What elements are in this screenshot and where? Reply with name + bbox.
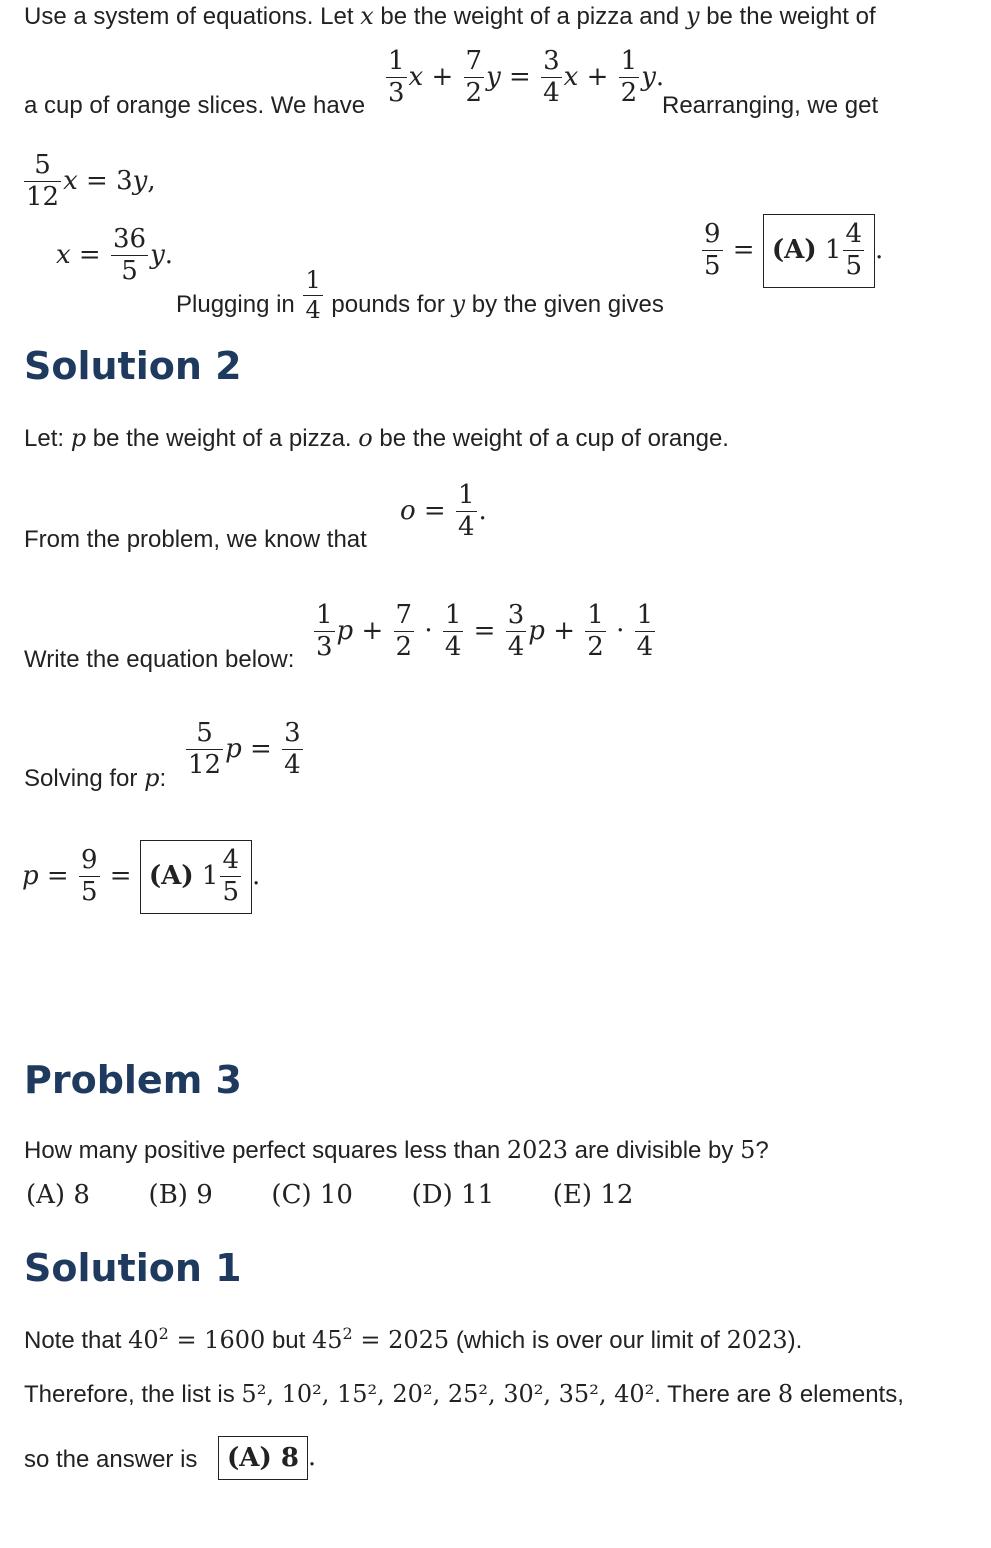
answer-2: p = $\frac{9}{5}$ = (A) 1 $\frac{4}{5}$ . xyxy=(22,840,260,914)
rearranging-text: Rearranging, we get xyxy=(662,92,879,119)
intro-line-2: a cup of orange slices. We have xyxy=(24,92,366,119)
know-line: From the problem, we know that xyxy=(24,526,367,553)
final-answer-box: (A) 8 xyxy=(218,1436,308,1480)
choice-e: (E) 12 xyxy=(552,1180,634,1210)
heading-problem-3: Problem 3 xyxy=(24,1058,242,1102)
write-line: Write the equation below: xyxy=(24,646,295,673)
problem-question: How many positive perfect squares less than 2023 are divisible by 5? xyxy=(24,1136,769,1164)
boxed-answer-2: (A) 1 $\frac{4}{5}$ xyxy=(140,840,252,914)
equation-main: $\frac{1}{3}$ x + $\frac{7}{2}$ y = $\frac{3}{4}$ x + $\frac{1}{2}$ y. xyxy=(388,46,665,109)
equation-p: $\frac{1}{3}$ p + $\frac{7}{2}$ · $\frac{1}{4}$ = $\frac{3}{4}$ p + $\frac{1}{2}$ · $\frac{1}{4}$ xyxy=(316,600,654,663)
heading-solution-1: Solution 1 xyxy=(24,1246,242,1290)
choice-d: (D) 11 xyxy=(411,1180,495,1210)
let-line: Let: p be the weight of a pizza. o be the weight of a cup of orange. xyxy=(24,424,729,452)
choice-c: (C) 10 xyxy=(271,1180,353,1210)
equation-rearranged: $\frac{5}{12}$ x = 3y, xyxy=(26,150,156,213)
note-line: Note that $40^2 = 1600$ but $45^2 = 2025$ (which is over our limit of 2023). xyxy=(24,1324,803,1354)
choice-b: (B) 9 xyxy=(148,1180,213,1210)
solving-line: Solving for p: xyxy=(24,764,167,792)
equation-solve: $\frac{5}{12}$ p = $\frac{3}{4}$ xyxy=(188,718,301,781)
list-line: Therefore, the list is 5², 10², 15², 20², 25², 30², 35², 40². There are 8 elements, xyxy=(24,1380,904,1408)
answer-1: $\frac{9}{5}$ = (A) 1 $\frac{4}{5}$ . xyxy=(700,214,883,288)
intro-line-1: Use a system of equations. Let x be the weight of a pizza and y be the weight of xyxy=(24,2,876,30)
plugging-line: Plugging in $\frac{1}{4}$ pounds for y by the given gives xyxy=(176,266,664,325)
choice-a: (A) 8 xyxy=(26,1180,90,1210)
so-line: so the answer is xyxy=(24,1446,198,1473)
answer-choices xyxy=(26,1180,685,1210)
equation-x: x = $\frac{36}{5}$ y. xyxy=(56,224,174,287)
equation-o: o = $\frac{1}{4}$ . xyxy=(400,480,487,543)
heading-solution-2: Solution 2 xyxy=(24,344,242,388)
boxed-answer: (A) 1 $\frac{4}{5}$ xyxy=(763,214,875,288)
final-answer: (A) 8 . xyxy=(218,1436,316,1480)
